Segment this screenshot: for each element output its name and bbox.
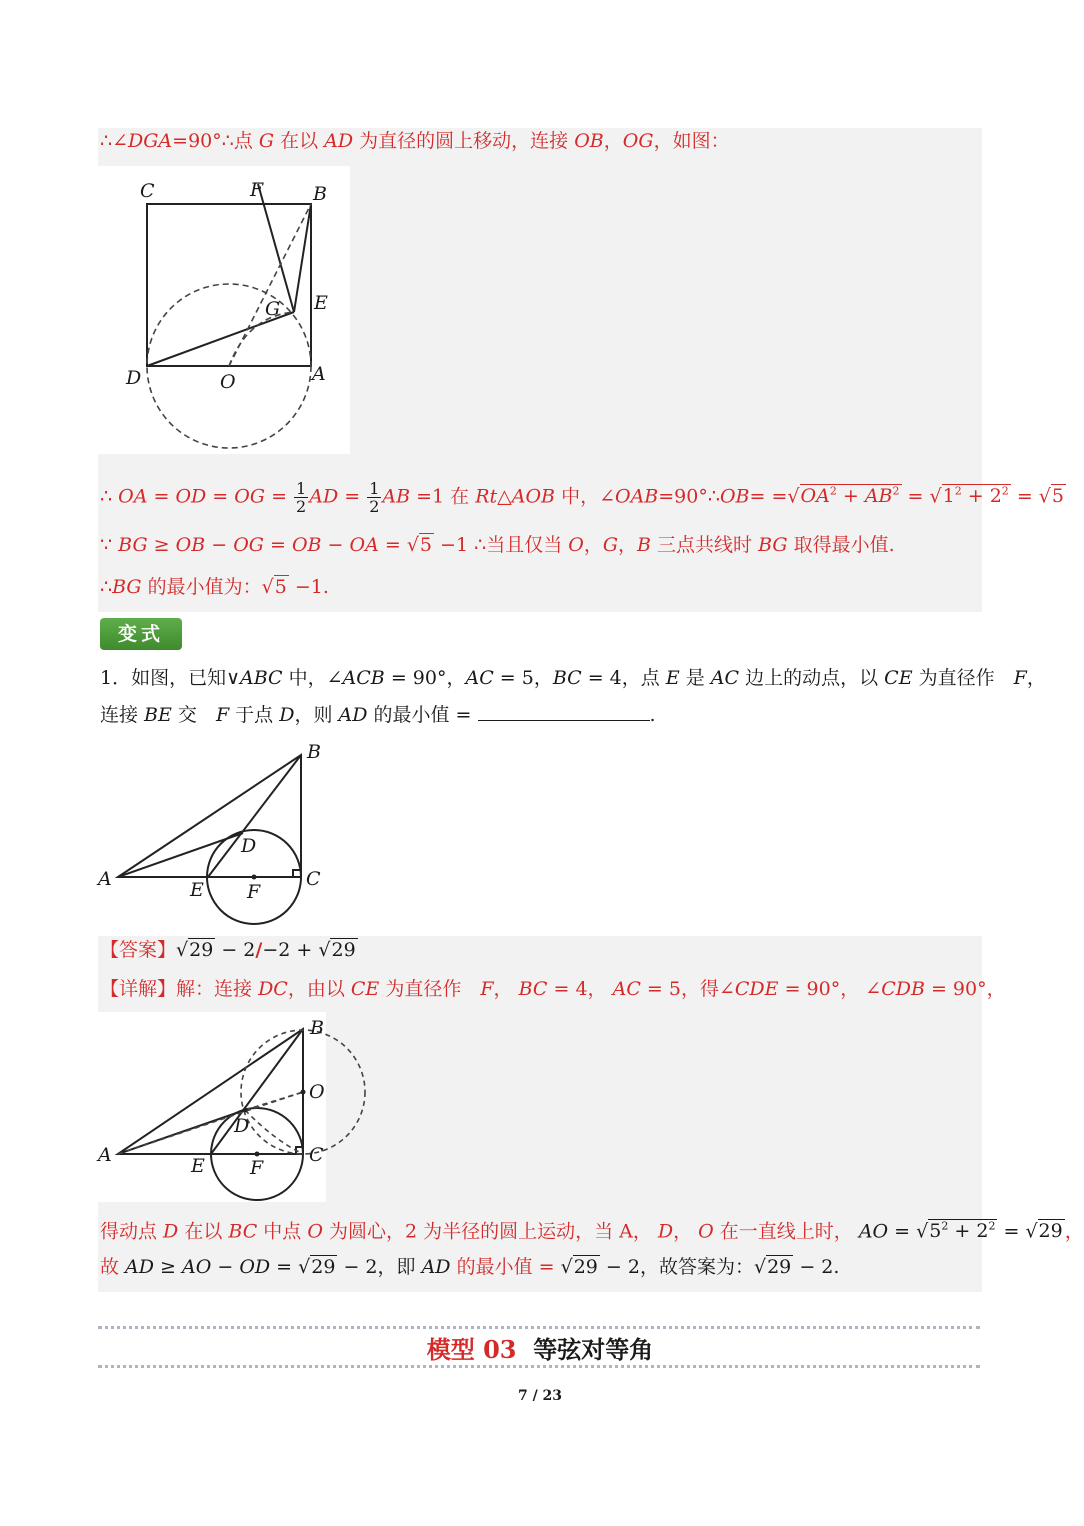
fig3-label-F: F	[250, 1157, 264, 1179]
problem-line-2: 连接 BE 交 F 于点 D，则 AD 的最小值 = .	[100, 704, 656, 726]
section-heading	[0, 1330, 1080, 1365]
label-D: D	[126, 367, 142, 389]
heading-rule-top	[98, 1326, 980, 1329]
fig2-label-C: C	[306, 868, 321, 890]
answer-line: 【答案】√29 − 2/−2 + √29	[100, 939, 356, 961]
label-C: C	[140, 180, 155, 202]
explanation-line-2: 得动点 D 在以 BC 中点 O 为圆心，2 为半径的圆上运动，当 A， D， O 在一直线上时， AO = $√5^2 + 2^2 = √29$ ，	[100, 1220, 1084, 1243]
label-A: A	[312, 363, 326, 385]
figure-solution-construction	[98, 1012, 326, 1202]
label-O: O	[220, 371, 236, 393]
fig3-label-E: E	[191, 1155, 205, 1177]
explanation-line-1: 【详解】解：连接 DC，由以 CE 为直径作 F， BC = 4， AC = 5，得∠CDE = 90°， ∠CDB = 90°，	[100, 978, 1006, 1000]
variant-badge: 变式	[100, 618, 182, 650]
fig3-label-D: D	[234, 1115, 250, 1137]
figure-square-circle	[98, 166, 350, 454]
problem-line-1: 1．如图，已知∨ABC 中，∠ACB = 90°，AC = 5，BC = 4，点 E 是 AC 边上的动点，以 CE 为直径作 F，	[100, 667, 1046, 689]
solution-line-4: ∴BG 的最小值为：√5 −1.	[100, 576, 329, 598]
section-model-number: 模型 03	[426, 1335, 517, 1364]
fig2-label-A: A	[98, 868, 112, 890]
label-F: F	[250, 179, 264, 201]
fig3-label-C: C	[309, 1144, 324, 1166]
fig2-label-E: E	[190, 879, 204, 901]
solution-line-2: ∴ OA = OD = OG = $\frac{1}{2}$ AD = $\frac{1}{2}$ AB =1 在 Rt△AOB 中，∠OAB=90°∴OB= $=√OA^2 + AB^2 = √1^2 + 2^2 = √5$	[100, 478, 1064, 516]
fig2-label-D: D	[241, 835, 257, 857]
fig3-label-B: B	[310, 1017, 324, 1039]
explanation-line-3: 故 AD ≥ AO − OD = √29 − 2，即 AD 的最小值 = √29 − 2，故答案为：√29 − 2.	[100, 1256, 840, 1278]
fig2-label-B: B	[307, 741, 321, 763]
figure-triangle-circle	[98, 738, 330, 934]
answer-blank	[478, 702, 650, 721]
fig3-label-A: A	[98, 1144, 112, 1166]
page-number: 7 / 23	[517, 1388, 563, 1404]
solution-line-1: ∴∠DGA=90°∴点 G 在以 AD 为直径的圆上移动，连接 OB，OG，如图：	[100, 130, 730, 152]
fig2-label-F: F	[247, 881, 261, 903]
section-title: 等弦对等角	[533, 1335, 654, 1364]
label-B: B	[313, 183, 327, 205]
heading-rule-bottom	[98, 1365, 980, 1368]
solution-line-3: ∵ BG ≥ OB − OG = OB − OA = √5 −1 ∴当且仅当 O，G，B 三点共线时 BG 取得最小值.	[100, 534, 895, 556]
fig3-label-O: O	[309, 1081, 325, 1103]
label-G: G	[265, 298, 281, 320]
label-E: E	[314, 292, 328, 314]
